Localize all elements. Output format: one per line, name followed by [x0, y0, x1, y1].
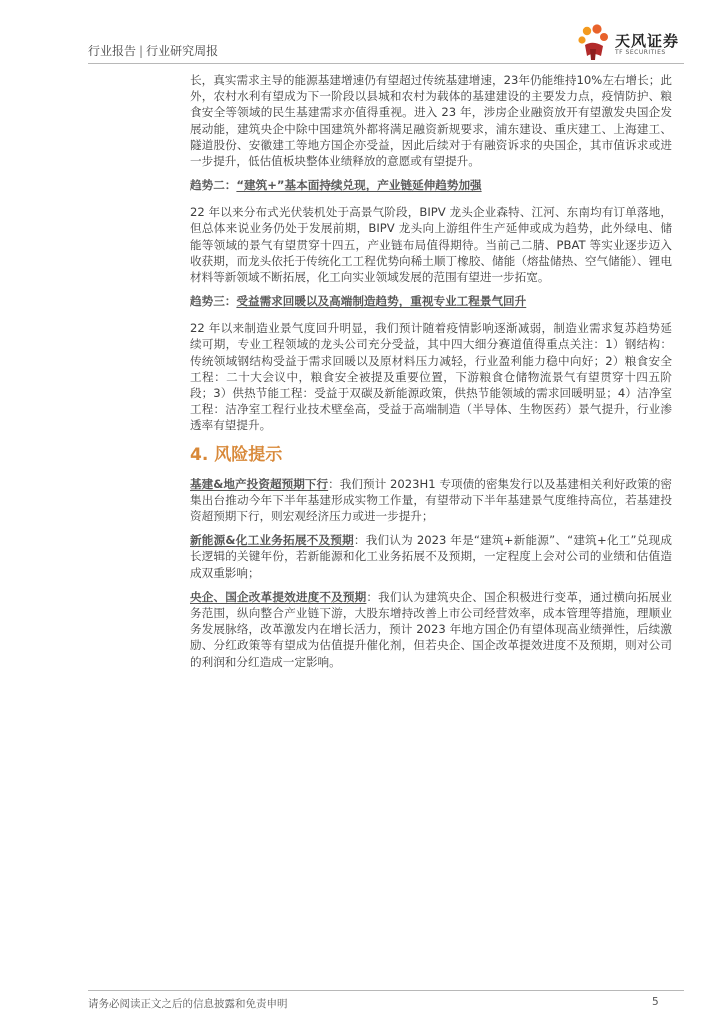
trend-two-title: “建筑+”基本面持续兑现，产业链延伸趋势加强: [236, 178, 482, 193]
trend-three-heading: [190, 293, 672, 309]
logo-english-name: TF SECURITIES: [615, 49, 666, 56]
report-body: [190, 72, 672, 678]
risk-one-title: 基建&地产投资超预期下行: [190, 476, 329, 491]
paragraph-construction-plus: 22 年以来分布式光伏装机处于高景气阶段，BIPV 龙头企业森特、江河、东南均有订单落地，但总体来说业务仍处于发展前期，BIPV 龙头向上游组件生产延伸或成为趋势，此外绿电、储能等领域的景气有望贯穿十四五，产业链布局值得期待。当前己二腈、PBAT 等实业逐步迈入收获期，而龙头依托于传统化工工程优势向稀土顺丁橡胶、储能（熔盐储热、空气储能）、锂电材料等新领域不断拓展，化工向实业领域发展的范围有望进一步拓宽。: [190, 205, 672, 285]
page-number: 5: [652, 996, 659, 1008]
header-breadcrumb: [88, 42, 218, 59]
header-divider: [88, 63, 684, 64]
risk-one-text: ：我们预计 2023H1 专项债的密集发行以及基建相关利好政策的密集出台推动今年下半年基建形成实物工作量，有望带动下半年基建景气度维持高位，若基建投资超预期下行，则宏观经济压力或进一步提升；: [190, 476, 672, 524]
trend-two-heading: [190, 177, 672, 193]
footer-disclaimer: 请务必阅读正文之后的信息披露和免责申明: [88, 998, 288, 1010]
tf-securities-logo: [573, 22, 693, 62]
section-risk-title: 4. 风险提示: [190, 444, 283, 465]
header-category: 行业报告: [88, 44, 137, 58]
trend-two-prefix: 趋势二：: [190, 178, 237, 193]
paragraph-energy-infrastructure: 长，真实需求主导的能源基建增速仍有望超过传统基建增速，23年仍能维持10%左右增长；此外，农村水利有望成为下一阶段以县城和农村为载体的基建建设的主要发力点，疫情防护、粮食安全等领域的民生基建需求亦值得重视。进入 23 年，涉房企业融资放开有望激发央国企发展动能，建筑央企中除中国建筑外都将满足融资新规要求，浦东建设、重庆建工、上海建工、隧道股份、安徽建工等地方国企亦受益，因此后续对于有融资诉求的央国企，其市值诉求或进一步提升，低估值板块整体业绩释放的意愿或有望提升。: [190, 73, 672, 169]
paragraph-specialized-engineering: 22 年以来制造业景气度回升明显，我们预计随着疫情影响逐渐减弱，制造业需求复苏趋势延续可期，专业工程领域的龙头公司充分受益，其中四大细分赛道值得重点关注：1）钢结构：传统领域钢结构受益于需求回暖以及原材料压力减轻，行业盈利能力稳中向好；2）粮食安全工程：二十大会议中，粮食安全被提及重要位置，下游粮食仓储物流景气有望贯穿十四五阶段；3）供热节能工程：受益于双碳及新能源政策，供热节能领域的需求回暖明显；4）洁净室工程：洁净室工程行业技术壁垒高，受益于高端制造（半导体、生物医药）景气提升，行业渗透率有望提升。: [190, 321, 672, 433]
risk-three-text: ：我们认为建筑央企、国企积极进行变革，通过横向拓展业务范围，纵向整合产业链下游，大股东增持改善上市公司经营效率，成本管理等措施，理顺业务发展脉络，改革激发内在增长活力，预计 2023 年地方国企仍有望体现高业绩弹性，后续激励、分红政策等有望成为估值提升催化剂，但若央企、国企改革提效进度不及预期，则对公司的利润和分红造成一定影响。: [190, 589, 672, 669]
header-subcategory: 行业研究周报: [146, 44, 219, 58]
trend-three-prefix: 趋势三：: [190, 294, 237, 309]
risk-two-text: ：我们认为 2023 年是“建筑+新能源”、“建筑+化工”兑现成长逻辑的关键年份，若新能源和化工业务拓展不及预期，一定程度上会对公司的业绩和估值造成双重影响；: [190, 533, 672, 580]
header-separator: |: [139, 44, 144, 58]
risk-item-soe-reform: [190, 589, 672, 670]
risk-two-title: 新能源&化工业务拓展不及预期: [190, 533, 354, 548]
tf-logo-icon: [573, 22, 613, 62]
footer-divider: [88, 990, 684, 991]
risk-item-new-energy: [190, 532, 672, 581]
risk-three-title: 央企、国企改革提效进度不及预期: [190, 589, 367, 604]
risk-item-infrastructure: [190, 476, 672, 525]
page-header: [0, 0, 724, 70]
logo-chinese-name: 天风证券: [615, 32, 680, 50]
trend-three-title: 受益需求回暖以及高端制造趋势，重视专业工程景气回升: [236, 294, 527, 309]
